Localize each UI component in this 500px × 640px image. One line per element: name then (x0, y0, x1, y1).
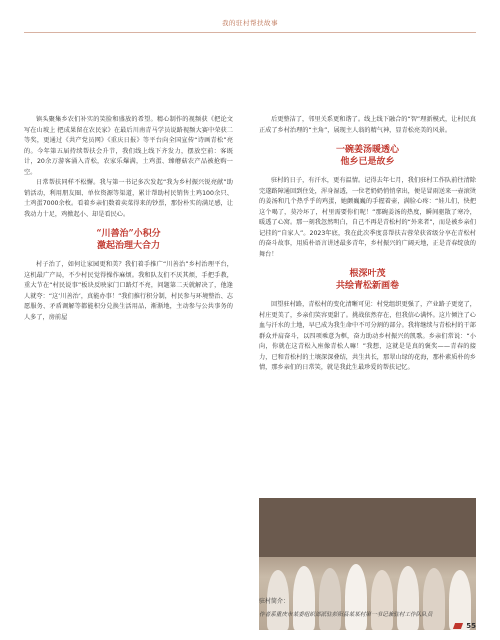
paragraph: 日常帮扶同样不松懈。我与第一书记多次发起“我为乡村振兴锐亮献”助销活动，利用朋友圈、单位资源等渠道，累计帮助村民销售土鸡100余只、土鸡蛋7000余枚。看着乡亲们数着卖菜得来的钞票，那份朴实的满足感，让我动力十足，鸡掀起小、却是看民心。 (24, 179, 233, 218)
photo-background (259, 498, 476, 557)
author-bio (259, 596, 476, 636)
header-title: 我的驻村帮扶故事 (222, 19, 278, 27)
left-column (24, 115, 233, 323)
paragraph: 后更整洁了，邻里关系更和谐了。线上线下融合的“智”理新模式，让村民真正成了乡村治理的“主角”，展现主人翁的精气神，显青松亮美的风景。 (259, 116, 476, 134)
page-number: 55 (466, 622, 476, 630)
section-title-line: “川善治”小积分 (96, 229, 161, 239)
section-title-line: 根深叶茂 (349, 269, 386, 279)
author-label: 驻村简介： (259, 598, 290, 605)
section-title-line: 他乡已是故乡 (340, 157, 395, 167)
paragraph: 镇头聚集乡农们补实的笑脸和盛放的希望。精心制作的视频获《把论文写在山坡上 把成果留在农民家》在最后川南青马学员说路视频大赛中荣获二等奖，更通过《共产党员网》《重庆日报》等平台向全国宣传“诗画青松”亮的。今年第五届持续帮扶会升节，我们线上线下齐发力，摆放空前：客既计，20余万游客涌入青松，农家乐爆满，土鸡蛋、臻蘑菇农产品被抢购一空。 (24, 116, 233, 176)
section-title (259, 268, 476, 292)
paragraph: 村子治了，如何让家园更和美？我们着手推广“川善治”乡村治理平台，这机最广产局，不少村民觉得操作麻烦。我和队友们不厌其烦，手把手教，重大节在“村民说事”板块反映家门口路灯不亮，问题第二天就解决了，他逢人就夸：“这‘川善治’，真能办事！”我们推行积分制，村民参与环境整治、志愿服务、矛盾调解等都能积分兑换生活用品，渐渐地，主动参与公共事务的人多了，房前屋 (24, 261, 233, 321)
author-text: 作者系重庆市某委组织部派驻彭阳县某某村第一书记兼驻村工作队队员 (259, 612, 433, 618)
section-title (24, 228, 233, 252)
section-title-line: 一碗姜汤暖透心 (335, 145, 399, 155)
page-header (0, 10, 500, 29)
section-title (259, 144, 476, 168)
section-title-line: 共绘青松新画卷 (335, 281, 399, 291)
right-column (259, 115, 476, 374)
paragraph: 回望驻村路，青松村的变化清晰可见：村党组织更强了，产业路子更宽了，村庄更美了，乡亲们笑容更甜了。挑战依然存在，但我信心满怀。这片倾注了心血与汗水的土地，早已成为我生命中不可分割的部分。我将继续与青松村的干部群众并肩奋斗，以四项乘意为框，奋力助动乡村振兴的凯歌。乡亲们常说：“小向，你就在这青松入座像青松人嘛！”我想，这就是是真的褒奖——青春的接力，已和青松村的土壤深深叠结，共生共长，那翠山绿的花海，那朴素质朴的乡情，那乡亲们的日常笑，就是我此生最珍爱的帮扶记忆。 (259, 301, 476, 371)
paragraph: 驻村的日子，有汗水，更有温情。记得去年七月，我们驻村工作队前往清除完遂路障通回到住处，浑身湿透，一位老奶奶悄悄拿出，便是冒雨送来一壶滚烫的姜汤和几个热乎乎的鸡蛋，她颤巍巍的手握着壶，满脸心疼：“娃儿们，快把这个喝了，莫冷坏了，村里需要你们呢！”那碗姜汤的热度，瞬间驱散了寒冷，暖透了心窝。那一刻我忽然明白，自己不再是青松村的“外来者”，而是被乡亲们记挂的“自家人”。2023年底，我在此次季度喜帮扶吉蓉荣获省级分享在青松村的奋斗故事，用质朴语言讲述最多青年，乡村振兴的广阔天地，正是青春绽放的舞台！ (259, 177, 476, 258)
header-divider (24, 32, 476, 33)
section-title-line: 激起治理大合力 (96, 241, 160, 251)
